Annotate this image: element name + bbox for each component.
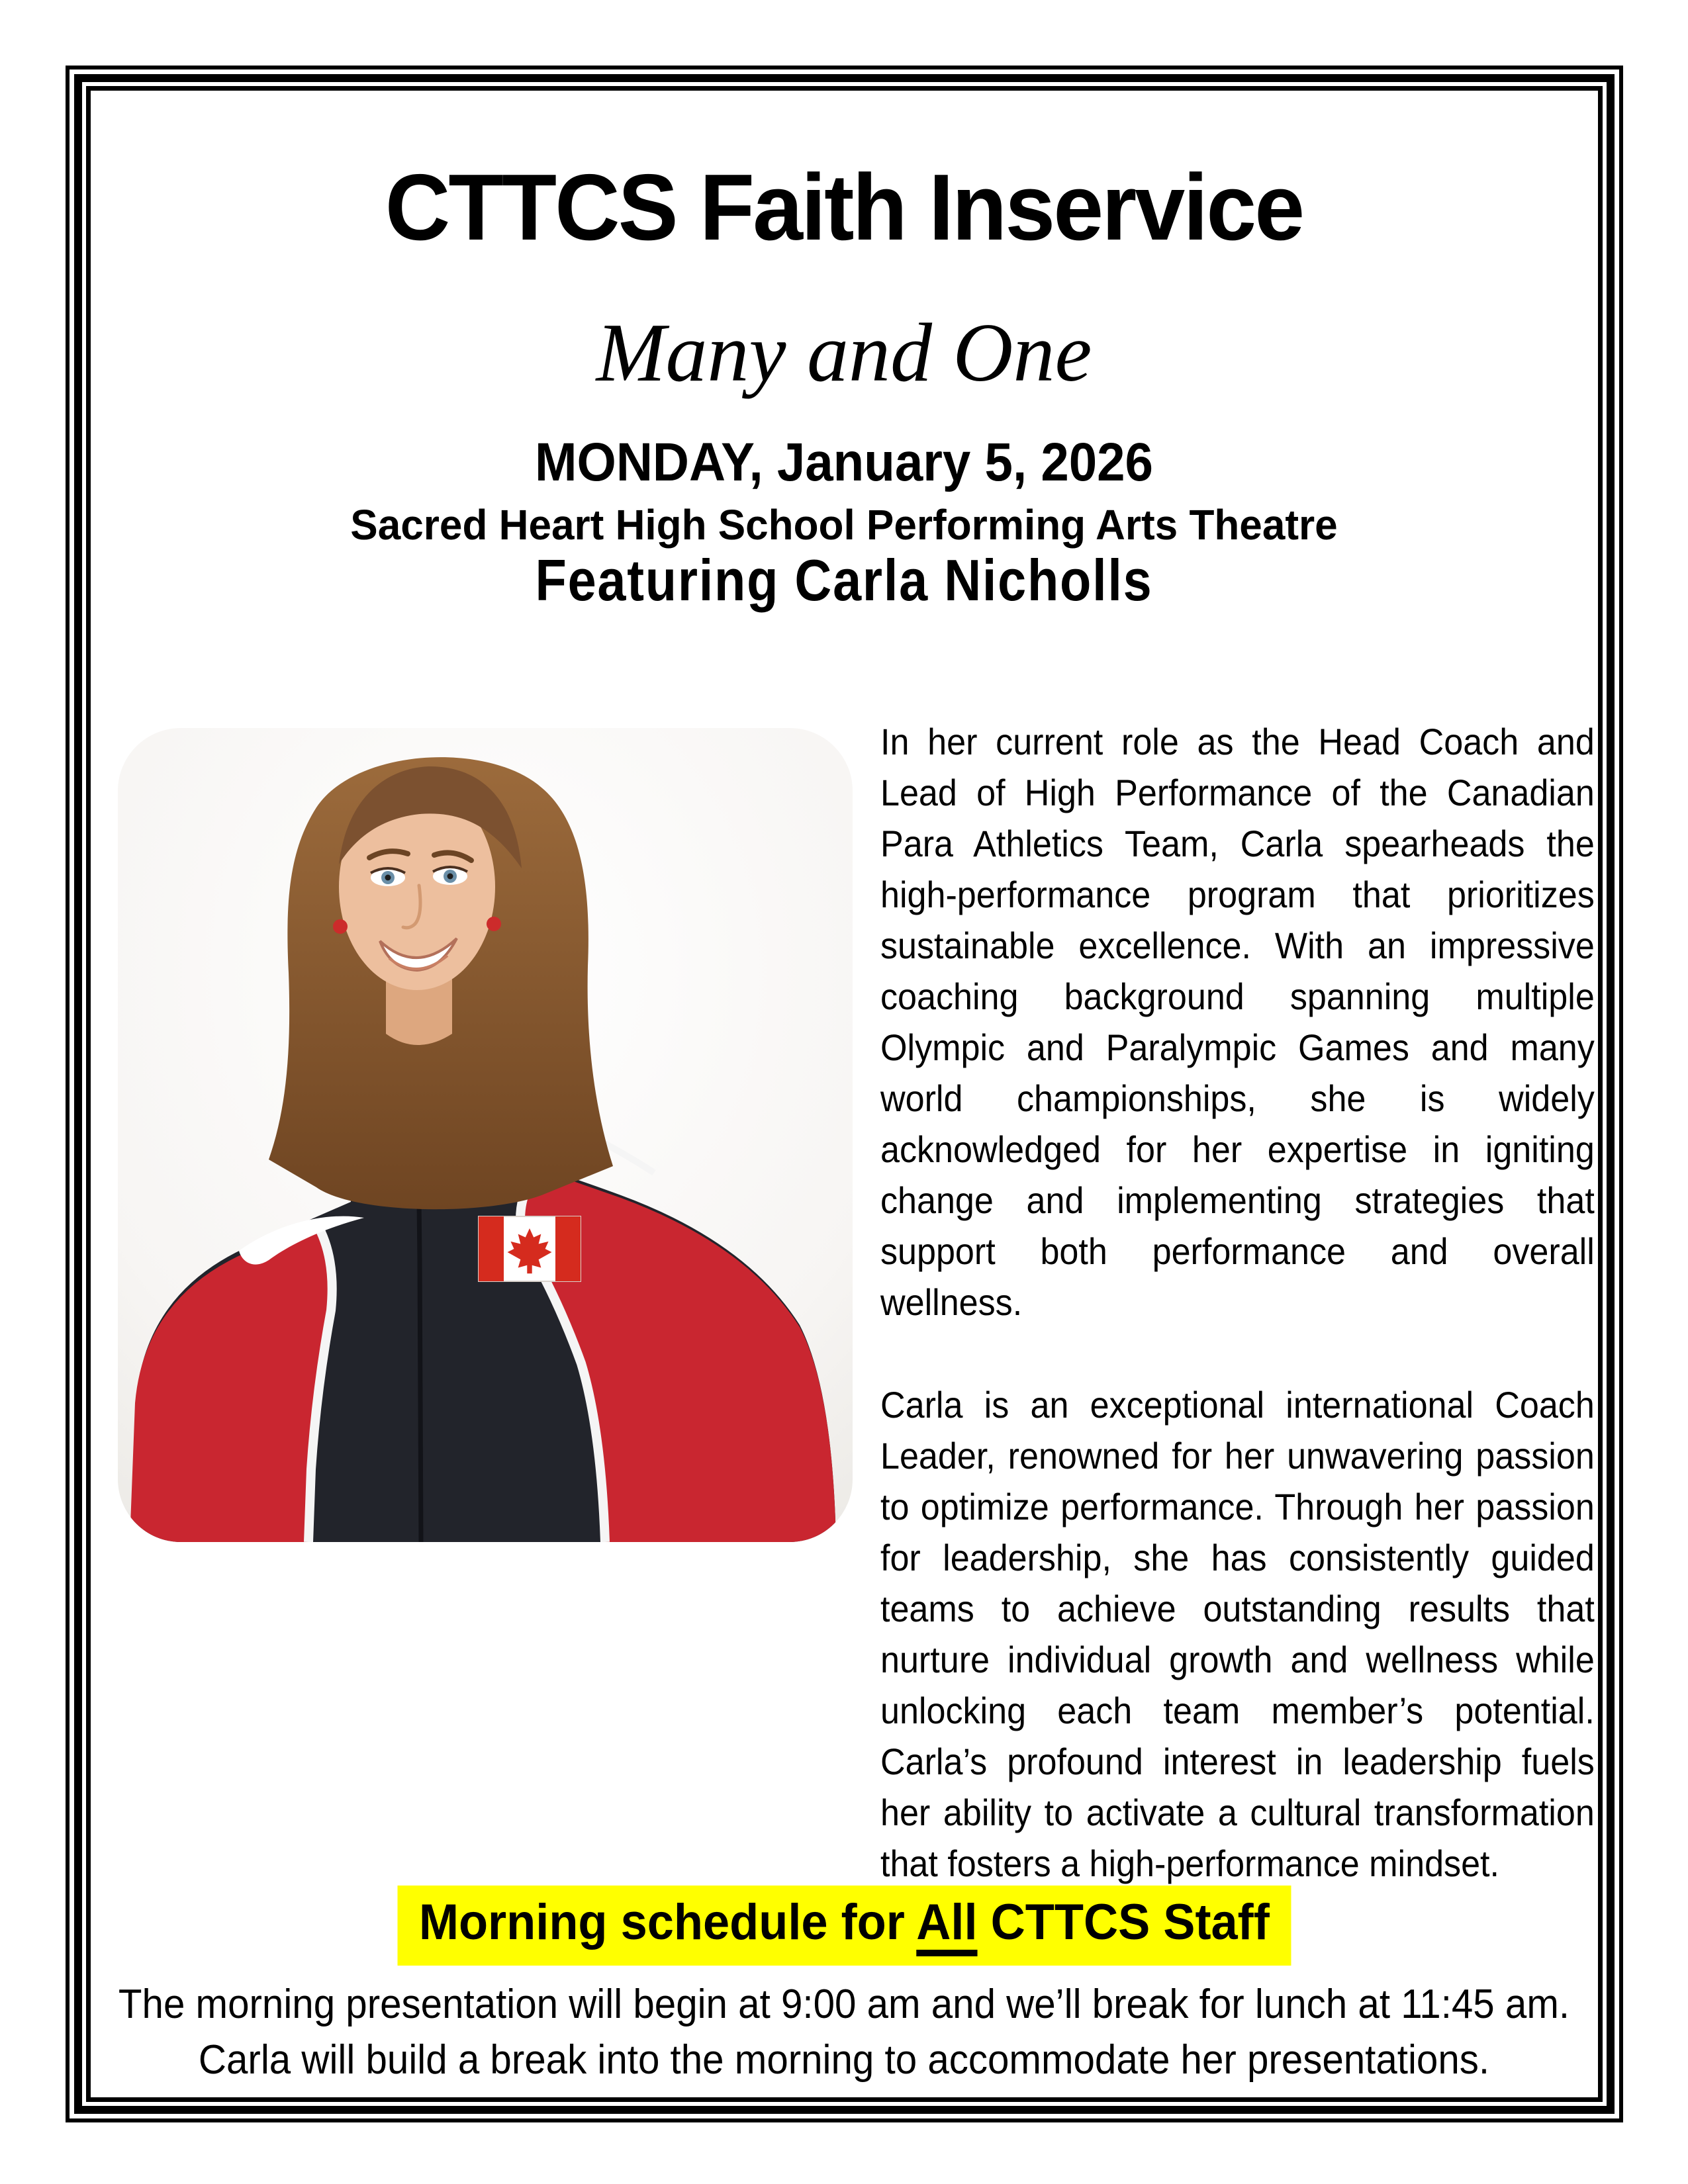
page-title: CTTCS Faith Inservice: [385, 155, 1303, 260]
speaker-bio: [880, 716, 1595, 1940]
schedule-heading-highlight: [397, 1886, 1291, 1966]
featuring-speaker: Featuring Carla Nicholls: [535, 547, 1153, 613]
page-subtitle: Many and One: [596, 307, 1092, 399]
schedule-heading-suffix: CTTCS Staff: [977, 1894, 1270, 1950]
carla-nicholls-portrait: [118, 728, 853, 1674]
event-venue: Sacred Heart High School Performing Arts Theatre: [350, 501, 1338, 549]
schedule-heading-prefix: Morning schedule for: [418, 1894, 916, 1950]
eye-right: [433, 867, 467, 885]
schedule-heading: [0, 1886, 1688, 1966]
photo-reflection: [118, 1542, 853, 1674]
speaker-photo: [118, 728, 853, 1674]
earring-left: [333, 919, 348, 934]
event-date: MONDAY, January 5, 2026: [535, 432, 1153, 492]
earring-right: [487, 917, 501, 931]
eye-left: [371, 868, 405, 886]
canada-flag-icon: [479, 1216, 581, 1281]
bio-paragraph-1: In her current role as the Head Coach and Lead of High Performance of the Canadian Para Athletics Team, Carla spearheads the high-performance program that prioritizes sustainable excellence. With an impressive coaching background spanning multiple Olympic and Paralympic Games and many world championships, she is widely acknowledged for her expertise in igniting change and implementing strategies that support both performance and overall wellness.: [880, 721, 1595, 1323]
schedule-heading-emphasis: All: [915, 1894, 978, 1950]
bio-paragraph-2: Carla is an exceptional international Coach Leader, renowned for her unwavering passion to optimize performance. Through her passion for leadership, she has consistently guided teams to achieve outstanding results that nurture individual growth and wellness while unlocking each team member’s potential. Carla’s profound interest in leadership fuels her ability to activate a cultural transformation that fosters a high-performance mindset.: [880, 1384, 1595, 1884]
schedule-detail-2: Carla will build a break into the morning to accommodate her presentations.: [198, 2037, 1490, 2083]
schedule-detail-1: The morning presentation will begin at 9:00 am and we’ll break for lunch at 11:45 am.: [118, 1981, 1570, 2027]
